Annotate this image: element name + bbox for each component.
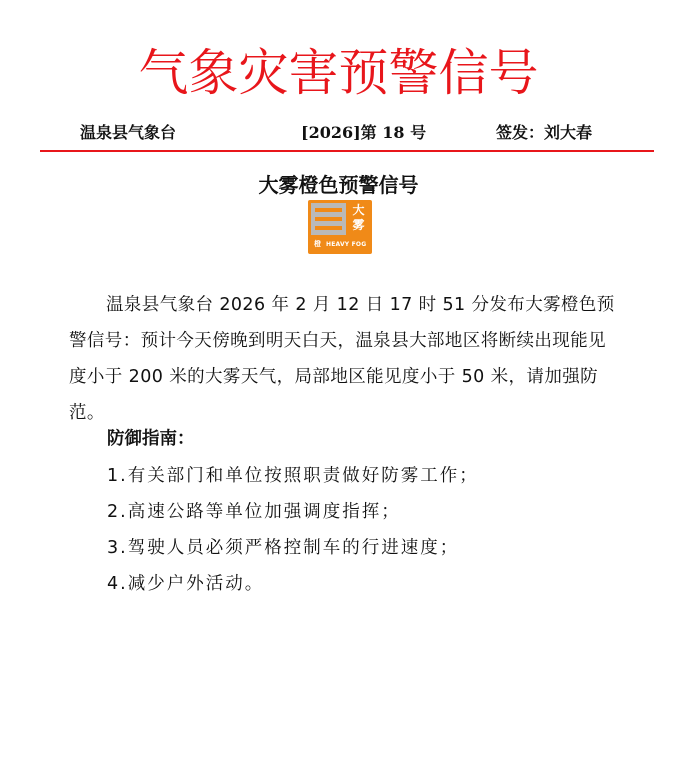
signal-bar	[315, 217, 342, 221]
defense-guide-heading: 防御指南：	[107, 429, 195, 449]
signal-glyph-bottom: 雾	[352, 218, 365, 232]
signer-label: 签发：刘大春	[496, 123, 593, 142]
list-item: 4.减少户外活动。	[107, 574, 265, 594]
heavy-fog-orange-warning-icon	[308, 200, 372, 254]
signal-caption-cn: 橙	[314, 240, 321, 248]
document-title: 大雾橙色预警信号	[258, 173, 419, 197]
list-item: 3.驾驶人员必须严格控制车的行进速度；	[107, 538, 460, 558]
signal-glyph	[348, 203, 369, 235]
defense-guide-list	[107, 458, 479, 602]
signal-glyph-top: 大	[352, 203, 365, 217]
issuer-label: 温泉县气象台	[80, 123, 177, 142]
issue-meta-row	[0, 120, 677, 144]
signal-bar	[315, 226, 342, 230]
list-item: 1.有关部门和单位按照职责做好防雾工作；	[107, 466, 479, 486]
issue-number: [2026]第 18 号	[301, 123, 427, 142]
header-divider	[40, 150, 654, 152]
signal-bar	[315, 208, 342, 212]
signal-caption	[311, 238, 369, 251]
list-item: 2.高速公路等单位加强调度指挥；	[107, 502, 401, 522]
signal-bars-icon	[311, 203, 346, 235]
warning-body-text: 温泉县气象台 2026 年 2 月 12 日 17 时 51 分发布大雾橙色预警信号：预计今天傍晚到明天白天，温泉县大部地区将断续出现能见度小于 200 米的大雾天气，局部地区能见度小于 50 米，请加强防范。	[69, 295, 615, 423]
signal-caption-en: HEAVY FOG	[326, 241, 367, 248]
masthead-title: 气象灾害预警信号	[138, 44, 539, 102]
